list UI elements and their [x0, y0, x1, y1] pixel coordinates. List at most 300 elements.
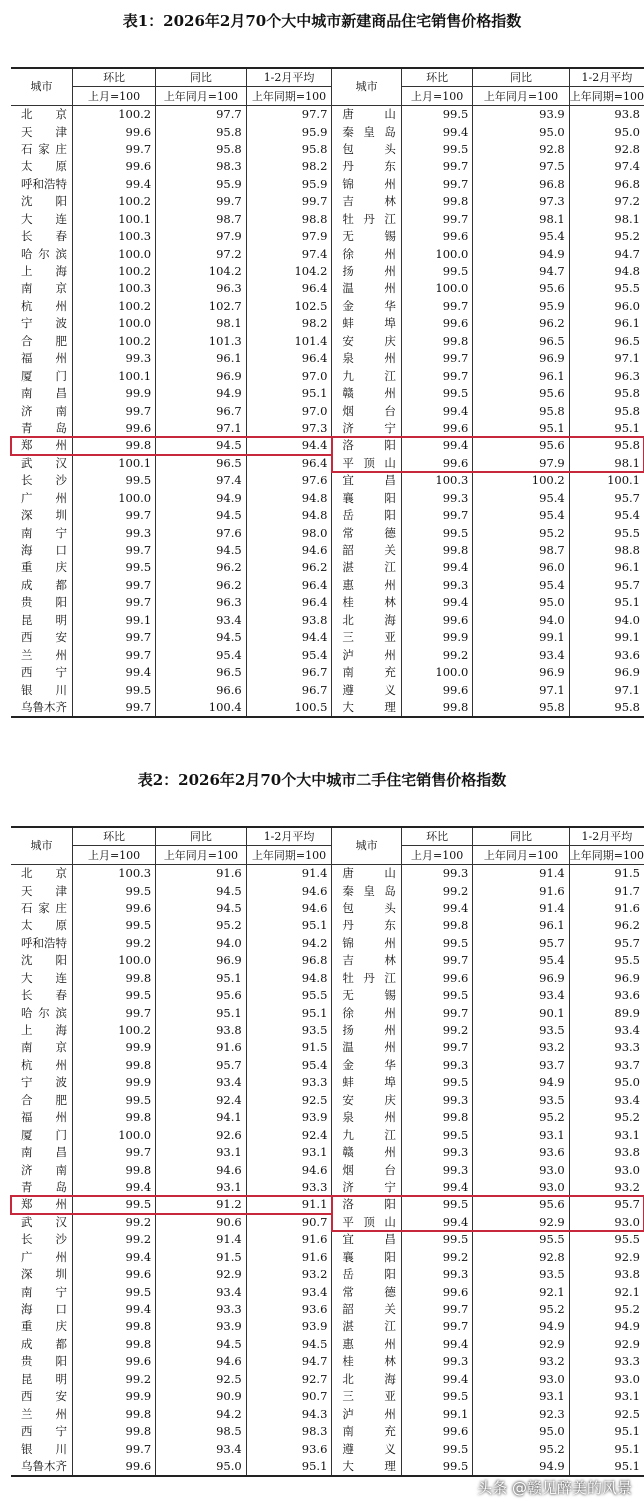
yoy-value: 94.9	[473, 245, 569, 262]
avg-value: 92.7	[246, 1371, 332, 1388]
city-name: 石家庄	[11, 141, 73, 158]
city-name: 蚌埠	[332, 315, 401, 332]
avg-value: 93.0	[614, 1371, 640, 1386]
avg-value: 91.6	[614, 900, 640, 915]
table-row	[11, 646, 644, 663]
mom-value: 99.3	[73, 524, 156, 541]
city-name: 洛阳	[332, 1196, 401, 1213]
table-row	[11, 1249, 644, 1266]
city-name: 郑州	[11, 1196, 73, 1213]
mom-value: 99.7	[401, 298, 472, 315]
avg-value: 93.8	[614, 1145, 640, 1160]
mom-value: 99.2	[73, 1231, 156, 1248]
yoy-value: 90.9	[156, 1388, 247, 1405]
header-yoy: 同比	[473, 68, 569, 87]
yoy-value: 96.5	[473, 333, 569, 350]
city-name: 厦门	[11, 1126, 73, 1143]
yoy-value: 95.4	[473, 490, 569, 507]
avg-value: 98.8	[614, 543, 640, 558]
avg-value: 93.3	[614, 1354, 640, 1369]
header-city: 城市	[332, 827, 401, 864]
avg-value: 95.8	[614, 438, 640, 453]
yoy-value: 95.6	[473, 280, 569, 297]
table-row	[11, 507, 644, 524]
mom-value: 99.3	[401, 1161, 472, 1178]
yoy-value: 92.4	[156, 1092, 247, 1109]
city-name: 北京	[11, 105, 73, 123]
mom-value: 99.8	[401, 699, 472, 717]
city-name: 成都	[11, 1336, 73, 1353]
yoy-value: 92.8	[473, 141, 569, 158]
table-row	[11, 1423, 644, 1440]
city-name: 兰州	[11, 1405, 73, 1422]
mom-value: 100.0	[73, 1126, 156, 1143]
table-row	[11, 455, 644, 472]
yoy-value: 95.1	[156, 1004, 247, 1021]
mom-value: 99.7	[73, 1440, 156, 1457]
yoy-value: 92.6	[156, 1126, 247, 1143]
avg-value: 93.9	[246, 1109, 332, 1126]
yoy-value: 93.0	[473, 1161, 569, 1178]
avg-value: 94.0	[614, 612, 640, 627]
table-row	[11, 420, 644, 437]
avg-value: 98.1	[614, 455, 640, 470]
mom-value: 99.9	[73, 1388, 156, 1405]
city-name: 济南	[11, 402, 73, 419]
avg-value: 93.3	[614, 1040, 640, 1055]
mom-value: 100.2	[73, 1022, 156, 1039]
yoy-value: 90.1	[473, 1004, 569, 1021]
table-row	[11, 882, 644, 899]
yoy-value: 92.9	[473, 1214, 569, 1231]
yoy-value: 95.2	[473, 524, 569, 541]
mom-value: 100.3	[73, 864, 156, 882]
city-name: 韶关	[332, 542, 401, 559]
mom-value: 99.4	[73, 1249, 156, 1266]
avg-value: 95.4	[246, 1057, 332, 1074]
mom-value: 100.1	[73, 211, 156, 228]
city-name: 南宁	[11, 1283, 73, 1300]
mom-value: 99.8	[401, 542, 472, 559]
header-mom: 环比	[73, 68, 156, 87]
mom-value: 100.0	[401, 664, 472, 681]
city-name: 宜昌	[332, 1231, 401, 1248]
mom-value: 100.3	[73, 280, 156, 297]
city-name: 泸州	[332, 646, 401, 663]
mom-value: 99.3	[73, 350, 156, 367]
yoy-value: 93.2	[473, 1353, 569, 1370]
avg-value: 93.4	[246, 1283, 332, 1300]
avg-value: 94.3	[246, 1405, 332, 1422]
mom-value: 100.2	[73, 263, 156, 280]
mom-value: 99.8	[401, 917, 472, 934]
yoy-value: 92.5	[156, 1371, 247, 1388]
city-name: 深圳	[11, 1266, 73, 1283]
mom-value: 99.6	[73, 420, 156, 437]
mom-value: 99.8	[401, 1109, 472, 1126]
city-name: 常德	[332, 524, 401, 541]
avg-value: 98.2	[246, 315, 332, 332]
city-name: 牡丹江	[332, 211, 401, 228]
avg-value: 97.1	[614, 682, 640, 697]
mom-value: 99.2	[401, 646, 472, 663]
mom-value: 99.8	[401, 193, 472, 210]
table-row	[11, 970, 644, 987]
avg-value: 94.4	[246, 629, 332, 646]
yoy-value: 91.4	[473, 864, 569, 882]
avg-value: 96.4	[246, 280, 332, 297]
city-name: 呼和浩特	[11, 935, 73, 952]
mom-value: 99.7	[401, 367, 472, 384]
avg-value: 94.6	[246, 542, 332, 559]
avg-value: 96.8	[246, 952, 332, 969]
table-row	[11, 298, 644, 315]
table-row	[11, 1231, 644, 1248]
yoy-value: 93.0	[473, 1371, 569, 1388]
mom-value: 99.5	[73, 917, 156, 934]
mom-value: 99.4	[401, 594, 472, 611]
yoy-value: 97.6	[156, 524, 247, 541]
avg-value: 96.4	[246, 455, 332, 472]
city-name: 韶关	[332, 1301, 401, 1318]
yoy-value: 96.9	[156, 952, 247, 969]
avg-value: 93.5	[246, 1022, 332, 1039]
mom-value: 99.9	[73, 385, 156, 402]
yoy-value: 94.7	[473, 263, 569, 280]
avg-value: 102.5	[246, 298, 332, 315]
city-name: 石家庄	[11, 900, 73, 917]
header-yoy: 同比	[156, 827, 247, 846]
mom-value: 99.5	[401, 385, 472, 402]
city-name: 广州	[11, 1249, 73, 1266]
city-name: 西宁	[11, 1423, 73, 1440]
mom-value: 99.9	[401, 629, 472, 646]
mom-value: 100.2	[73, 298, 156, 315]
header-mom-base: 上月=100	[73, 846, 156, 864]
avg-value: 93.6	[614, 988, 640, 1003]
avg-value: 104.2	[246, 263, 332, 280]
city-name: 桂林	[332, 1353, 401, 1370]
avg-value: 94.8	[614, 264, 640, 279]
yoy-value: 94.5	[156, 882, 247, 899]
yoy-value: 94.5	[156, 1336, 247, 1353]
yoy-value: 94.1	[156, 1109, 247, 1126]
mom-value: 99.3	[401, 864, 472, 882]
header-avg-base: 上年同期=100	[569, 87, 644, 105]
avg-value: 98.0	[246, 524, 332, 541]
table-row	[11, 437, 644, 454]
table-row	[11, 952, 644, 969]
avg-value: 95.8	[246, 141, 332, 158]
mom-value: 99.2	[73, 935, 156, 952]
city-name: 平顶山	[332, 1214, 401, 1231]
mom-value: 99.2	[401, 1249, 472, 1266]
city-name: 锦州	[332, 935, 401, 952]
mom-value: 99.4	[401, 402, 472, 419]
mom-value: 99.7	[401, 1039, 472, 1056]
yoy-value: 93.8	[156, 1022, 247, 1039]
yoy-value: 96.9	[473, 350, 569, 367]
avg-value: 95.2	[614, 229, 640, 244]
table-row	[11, 350, 644, 367]
table-row	[11, 1022, 644, 1039]
avg-value: 94.2	[246, 935, 332, 952]
yoy-value: 95.2	[473, 1109, 569, 1126]
avg-value: 95.1	[246, 917, 332, 934]
table-row	[11, 1196, 644, 1213]
table-row	[11, 280, 644, 297]
mom-value: 99.5	[401, 1388, 472, 1405]
avg-value: 97.4	[614, 159, 640, 174]
yoy-value: 96.9	[156, 367, 247, 384]
avg-value: 99.1	[614, 630, 640, 645]
yoy-value: 96.1	[156, 350, 247, 367]
yoy-value: 92.1	[473, 1283, 569, 1300]
city-name: 金华	[332, 1057, 401, 1074]
table-row	[11, 193, 644, 210]
mom-value: 100.3	[401, 472, 472, 489]
avg-value: 95.1	[614, 1424, 640, 1439]
city-name: 杭州	[11, 1057, 73, 1074]
avg-value: 93.9	[246, 1318, 332, 1335]
table-row	[11, 1371, 644, 1388]
yoy-value: 98.1	[473, 211, 569, 228]
city-name: 沈阳	[11, 193, 73, 210]
avg-value: 93.0	[614, 1162, 640, 1177]
city-name: 烟台	[332, 402, 401, 419]
mom-value: 99.5	[401, 1458, 472, 1476]
table-row	[11, 228, 644, 245]
avg-value: 95.2	[614, 1302, 640, 1317]
yoy-value: 94.2	[156, 1405, 247, 1422]
table-row	[11, 1336, 644, 1353]
avg-value: 93.6	[614, 647, 640, 662]
avg-value: 93.8	[246, 612, 332, 629]
mom-value: 99.7	[73, 1144, 156, 1161]
city-name: 泉州	[332, 1109, 401, 1126]
yoy-value: 93.3	[156, 1301, 247, 1318]
avg-value: 92.5	[614, 1406, 640, 1421]
yoy-value: 95.5	[473, 1231, 569, 1248]
table-row	[11, 176, 644, 193]
avg-value: 95.1	[246, 385, 332, 402]
city-name: 兰州	[11, 646, 73, 663]
yoy-value: 96.2	[156, 559, 247, 576]
avg-value: 96.4	[246, 594, 332, 611]
table-row	[11, 367, 644, 384]
city-name: 北京	[11, 864, 73, 882]
avg-value: 97.4	[246, 245, 332, 262]
header-avg: 1-2月平均	[246, 68, 332, 87]
avg-value: 92.5	[246, 1092, 332, 1109]
yoy-value: 95.0	[473, 1423, 569, 1440]
city-name: 九江	[332, 1126, 401, 1143]
header-yoy: 同比	[156, 68, 247, 87]
mom-value: 99.1	[73, 612, 156, 629]
avg-value: 95.7	[614, 935, 640, 950]
yoy-value: 96.2	[156, 577, 247, 594]
yoy-value: 94.5	[156, 629, 247, 646]
avg-value: 94.6	[246, 900, 332, 917]
avg-value: 93.3	[246, 1074, 332, 1091]
mom-value: 100.0	[73, 952, 156, 969]
avg-value: 95.1	[614, 1441, 640, 1456]
yoy-value: 96.9	[473, 664, 569, 681]
city-name: 安庆	[332, 333, 401, 350]
mom-value: 99.4	[401, 123, 472, 140]
yoy-value: 96.0	[473, 559, 569, 576]
mom-value: 99.5	[401, 524, 472, 541]
yoy-value: 93.1	[473, 1126, 569, 1143]
table-row	[11, 385, 644, 402]
mom-value: 99.6	[401, 315, 472, 332]
header-avg: 1-2月平均	[246, 827, 332, 846]
yoy-value: 95.6	[156, 987, 247, 1004]
table-row	[11, 1283, 644, 1300]
table-row	[11, 263, 644, 280]
avg-value: 93.6	[246, 1440, 332, 1457]
mom-value: 99.7	[73, 699, 156, 717]
yoy-value: 97.2	[156, 245, 247, 262]
yoy-value: 93.4	[156, 1440, 247, 1457]
mom-value: 99.5	[401, 263, 472, 280]
mom-value: 100.0	[401, 280, 472, 297]
table-row	[11, 1004, 644, 1021]
avg-value: 93.4	[614, 1092, 640, 1107]
mom-value: 99.5	[73, 987, 156, 1004]
avg-value: 100.1	[607, 473, 640, 488]
city-name: 乌鲁木齐	[11, 1458, 73, 1476]
avg-value: 94.7	[614, 246, 640, 261]
mom-value: 99.5	[73, 882, 156, 899]
avg-value: 96.7	[246, 664, 332, 681]
avg-value: 93.4	[614, 1023, 640, 1038]
table-row	[11, 1405, 644, 1422]
avg-value: 98.2	[246, 158, 332, 175]
avg-value: 96.0	[614, 298, 640, 313]
mom-value: 99.4	[73, 176, 156, 193]
mom-value: 100.1	[73, 455, 156, 472]
header-avg: 1-2月平均	[569, 827, 644, 846]
city-name: 安庆	[332, 1092, 401, 1109]
yoy-value: 91.6	[156, 1039, 247, 1056]
mom-value: 99.3	[401, 1144, 472, 1161]
mom-value: 99.4	[401, 559, 472, 576]
table-row	[11, 917, 644, 934]
avg-value: 94.5	[246, 1336, 332, 1353]
table-row	[11, 1161, 644, 1178]
city-name: 南昌	[11, 1144, 73, 1161]
mom-value: 100.0	[73, 245, 156, 262]
avg-value: 95.5	[246, 987, 332, 1004]
yoy-value: 93.5	[473, 1266, 569, 1283]
mom-value: 100.0	[401, 245, 472, 262]
avg-value: 96.2	[614, 918, 640, 933]
city-name: 丹东	[332, 917, 401, 934]
mom-value: 99.6	[401, 612, 472, 629]
city-name: 唐山	[332, 105, 401, 123]
yoy-value: 90.6	[156, 1214, 247, 1231]
header-yoy-base: 上年同月=100	[156, 846, 247, 864]
yoy-value: 96.8	[473, 176, 569, 193]
mom-value: 99.6	[401, 420, 472, 437]
city-name: 南充	[332, 1423, 401, 1440]
city-name: 赣州	[332, 1144, 401, 1161]
city-name: 武汉	[11, 455, 73, 472]
mom-value: 99.5	[401, 1196, 472, 1213]
table-row	[11, 559, 644, 576]
mom-value: 99.3	[401, 1057, 472, 1074]
avg-value: 95.7	[614, 490, 640, 505]
yoy-value: 98.1	[156, 315, 247, 332]
yoy-value: 95.8	[156, 141, 247, 158]
avg-value: 95.5	[614, 953, 640, 968]
mom-value: 99.5	[73, 1283, 156, 1300]
mom-value: 99.6	[401, 970, 472, 987]
yoy-value: 93.5	[473, 1092, 569, 1109]
mom-value: 99.8	[73, 1109, 156, 1126]
avg-value: 95.8	[614, 403, 640, 418]
avg-value: 95.7	[614, 577, 640, 592]
yoy-value: 91.6	[156, 864, 247, 882]
header-mom: 环比	[73, 827, 156, 846]
city-name: 海口	[11, 542, 73, 559]
mom-value: 99.7	[73, 646, 156, 663]
table-row	[11, 211, 644, 228]
mom-value: 100.1	[73, 367, 156, 384]
city-name: 南充	[332, 664, 401, 681]
city-name: 天津	[11, 882, 73, 899]
table-row	[11, 1126, 644, 1143]
header-yoy-base: 上年同月=100	[473, 846, 569, 864]
city-name: 西安	[11, 1388, 73, 1405]
city-name: 大连	[11, 211, 73, 228]
yoy-value: 93.1	[156, 1179, 247, 1196]
avg-value: 91.4	[246, 864, 332, 882]
table-row	[11, 490, 644, 507]
table-row	[11, 1266, 644, 1283]
city-name: 扬州	[332, 1022, 401, 1039]
header-mom-base: 上月=100	[401, 846, 472, 864]
city-name: 温州	[332, 280, 401, 297]
city-name: 泸州	[332, 1405, 401, 1422]
yoy-value: 95.2	[473, 1301, 569, 1318]
mom-value: 99.3	[401, 1092, 472, 1109]
city-name: 湛江	[332, 1318, 401, 1335]
yoy-value: 95.8	[473, 402, 569, 419]
mom-value: 99.6	[401, 1423, 472, 1440]
avg-value: 93.2	[246, 1266, 332, 1283]
mom-value: 99.5	[401, 935, 472, 952]
city-name: 长春	[11, 228, 73, 245]
city-name: 青岛	[11, 1179, 73, 1196]
city-name: 银川	[11, 681, 73, 698]
avg-value: 93.8	[614, 107, 640, 122]
avg-value: 95.5	[614, 1232, 640, 1247]
city-name: 福州	[11, 1109, 73, 1126]
table-row	[11, 699, 644, 717]
city-name: 厦门	[11, 367, 73, 384]
city-name: 岳阳	[332, 507, 401, 524]
yoy-value: 93.4	[473, 646, 569, 663]
city-name: 吉林	[332, 193, 401, 210]
city-name: 惠州	[332, 577, 401, 594]
city-name: 宁波	[11, 1074, 73, 1091]
city-name: 深圳	[11, 507, 73, 524]
city-name: 金华	[332, 298, 401, 315]
avg-value: 95.4	[614, 508, 640, 523]
new-home-price-index-table	[11, 67, 644, 718]
